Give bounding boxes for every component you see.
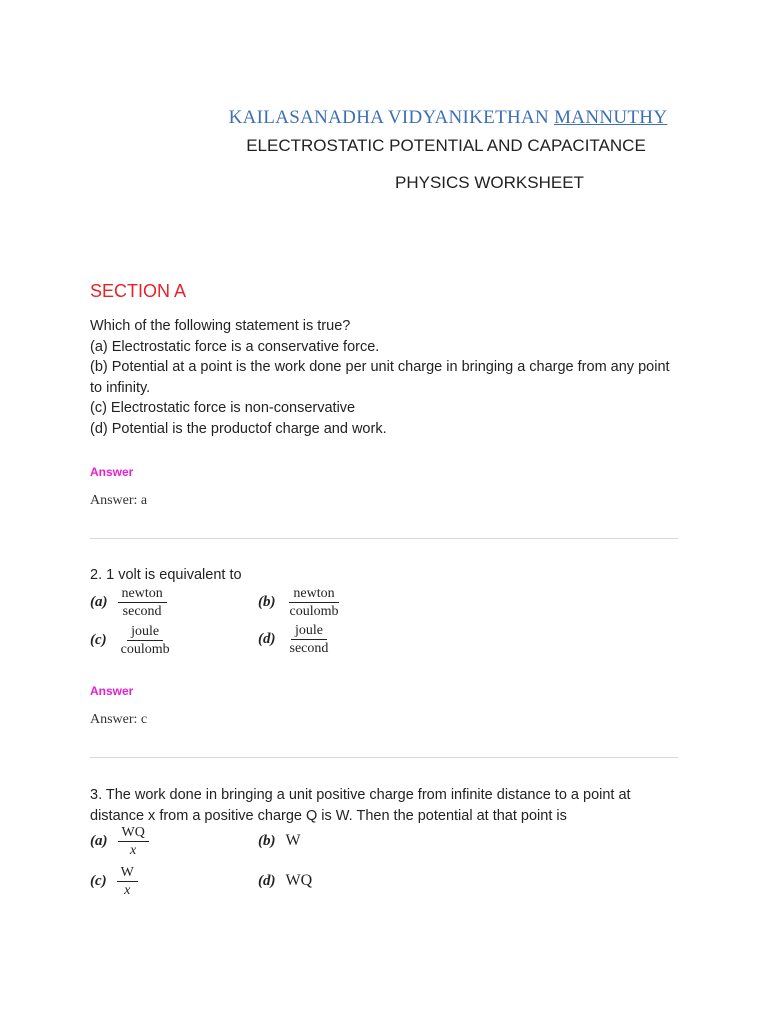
- fraction: [118, 824, 149, 859]
- fraction: [118, 585, 167, 620]
- question-2-option-a: [90, 585, 167, 620]
- answer-text: Answer: a: [90, 493, 148, 508]
- divider: [90, 757, 678, 758]
- fraction: [117, 623, 174, 658]
- question-2-option-c: [90, 623, 174, 658]
- question-1-stem: Which of the following statement is true?: [90, 318, 351, 334]
- numerator: joule: [291, 622, 327, 640]
- numerator: joule: [127, 623, 163, 641]
- question-3-option-d: [258, 872, 312, 890]
- denominator: x: [124, 883, 131, 898]
- numerator: newton: [118, 585, 167, 603]
- question-2-stem: 2. 1 volt is equivalent to: [90, 567, 242, 583]
- fraction: [286, 622, 333, 657]
- denominator: second: [289, 641, 329, 656]
- numerator: newton: [289, 585, 338, 603]
- question-3-option-a: [90, 824, 149, 859]
- question-1-option-d: (d) Potential is the productof charge and work.: [90, 420, 387, 437]
- question-1-option-b: (b) Potential at a point is the work done per unit charge in bringing a charge from any point to infinity.: [90, 359, 670, 396]
- question-2-option-b: [258, 585, 343, 620]
- numerator: WQ: [118, 824, 149, 842]
- question-2-option-d: [258, 622, 332, 657]
- option-label: (c): [90, 632, 107, 648]
- option-label: (c): [90, 873, 107, 889]
- denominator: second: [122, 604, 162, 619]
- school-location-link[interactable]: MANNUTHY: [554, 107, 668, 128]
- option-value: W: [285, 832, 301, 849]
- chapter-title: ELECTROSTATIC POTENTIAL AND CAPACITANCE: [246, 136, 646, 155]
- section-heading: SECTION A: [90, 281, 187, 301]
- question-1-option-c: (c) Electrostatic force is non-conservative: [90, 400, 356, 416]
- option-label: (b): [258, 832, 276, 849]
- denominator: coulomb: [120, 642, 170, 657]
- question-3-stem: 3. The work done in bringing a unit positive charge from infinite distance to a point at distance x from a positive charge Q is W. Then the potential at that point is: [90, 787, 631, 824]
- question-3-option-b: [258, 832, 301, 850]
- question-1: [90, 316, 680, 439]
- question-1-option-a: (a) Electrostatic force is a conservative force.: [90, 338, 380, 355]
- answer-label[interactable]: Answer: [90, 465, 134, 479]
- worksheet-title: PHYSICS WORKSHEET: [395, 173, 584, 192]
- option-label: (d): [258, 872, 276, 889]
- option-label: (a): [90, 833, 108, 849]
- option-label: (a): [90, 594, 108, 610]
- school-name: [0, 107, 768, 129]
- denominator: coulomb: [289, 604, 339, 619]
- question-3-option-c: [90, 864, 138, 899]
- option-value: WQ: [285, 872, 313, 889]
- denominator: x: [130, 843, 137, 858]
- answer-label[interactable]: Answer: [90, 684, 134, 698]
- answer-text: Answer: c: [90, 712, 148, 727]
- option-label: (d): [258, 631, 276, 647]
- option-label: (b): [258, 594, 276, 610]
- school-name-main: KAILASANADHA VIDYANIKETHAN: [228, 107, 550, 128]
- divider: [90, 538, 678, 539]
- fraction: [117, 864, 138, 899]
- fraction: [286, 585, 343, 620]
- numerator: W: [117, 864, 138, 882]
